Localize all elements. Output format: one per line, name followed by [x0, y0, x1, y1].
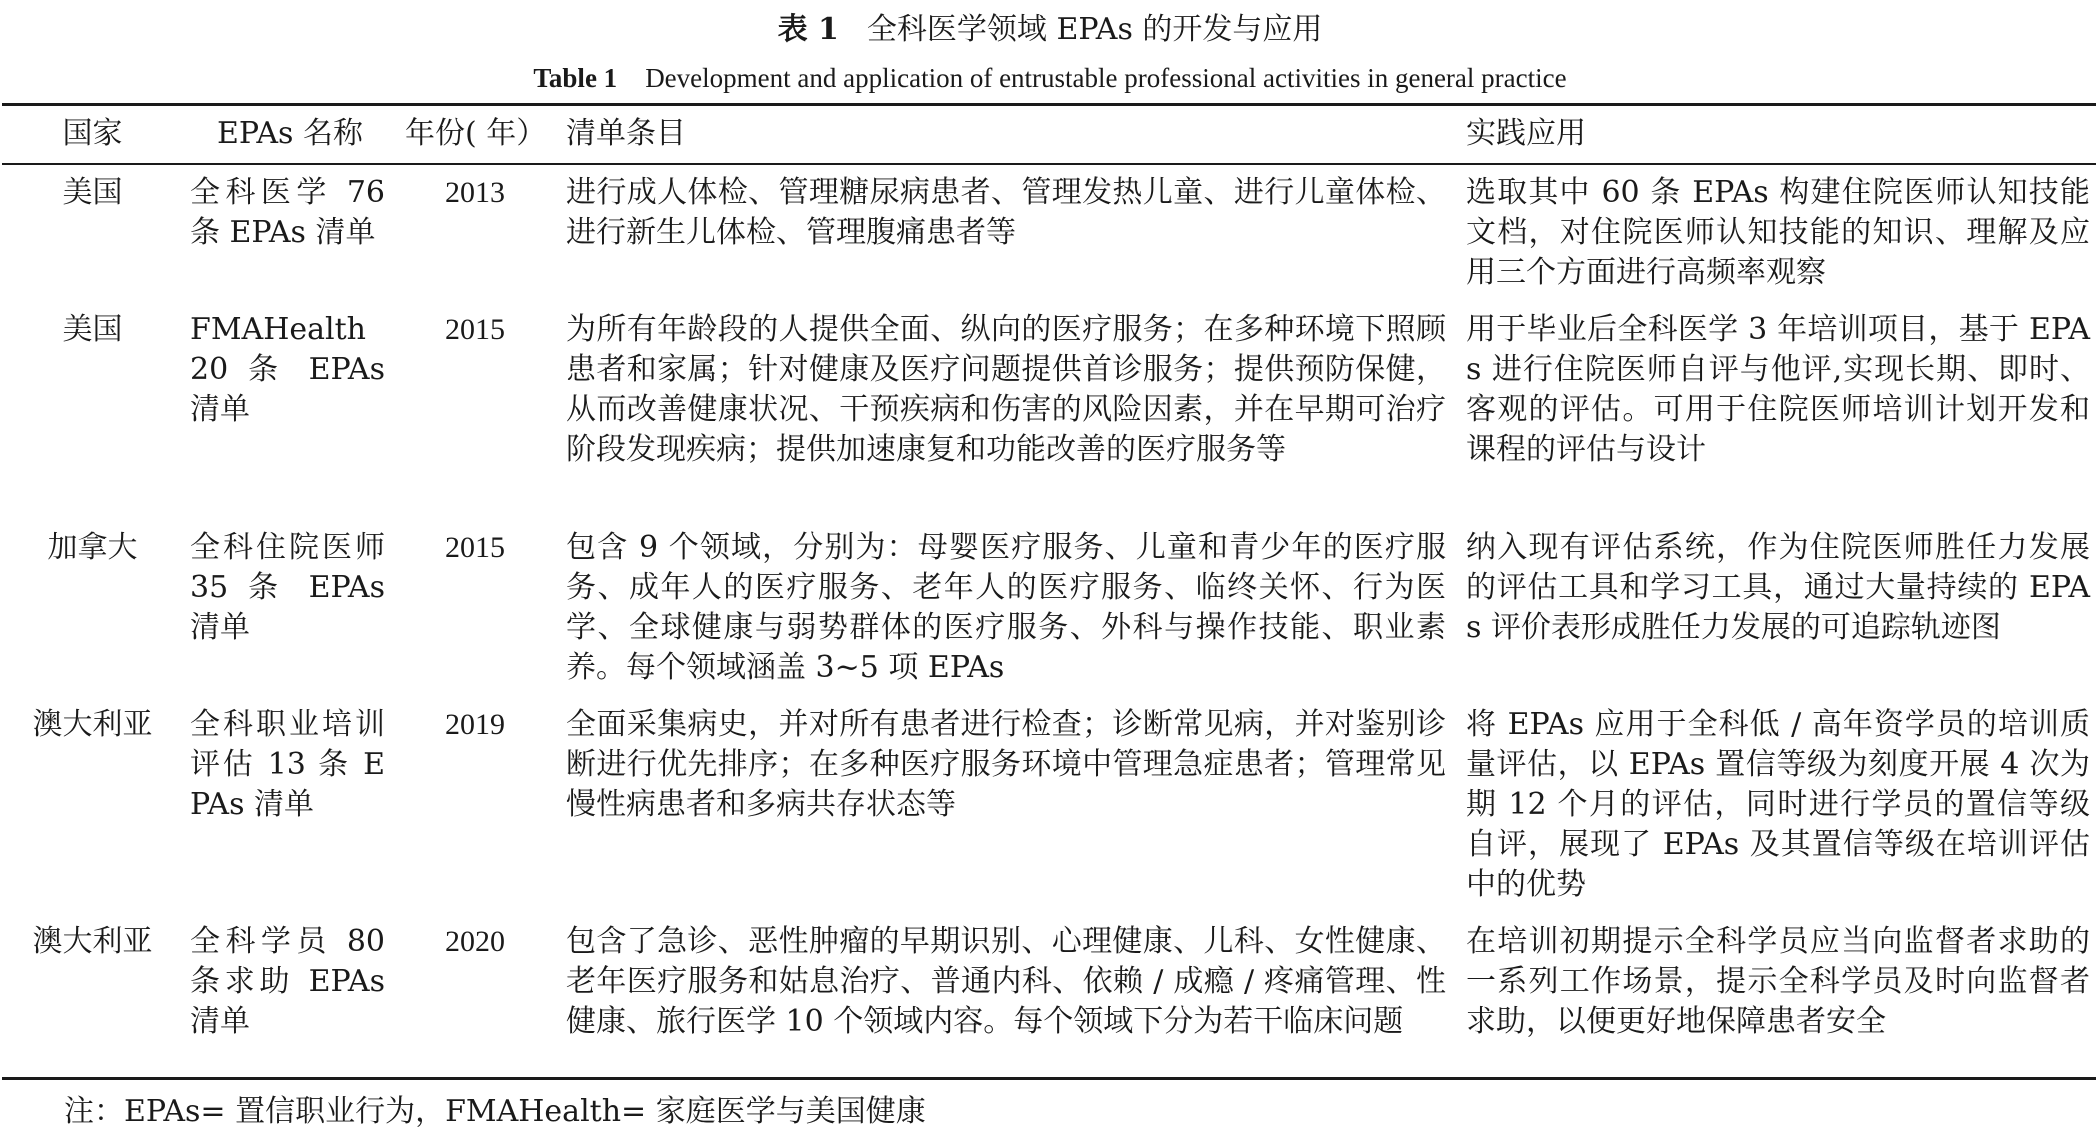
- cell-year: 2015: [445, 531, 505, 564]
- cell-country: 澳大利亚: [32, 707, 153, 742]
- table-caption-english: [0, 58, 2100, 98]
- cell-epas-name: 全科学员 80 条求助 EPAs 清单: [190, 924, 385, 1039]
- cell-country: 澳大利亚: [32, 924, 153, 959]
- cell-epas-name: 全科医学 76 条 EPAs 清单: [190, 175, 385, 250]
- header-rule: [2, 163, 2096, 165]
- cell-list-items: 全面采集病史，并对所有患者进行检查；诊断常见病，并对鉴别诊断进行优先排序；在多种医疗服务环境中管理急症患者；管理常见慢性病患者和多病共存状态等: [566, 707, 1446, 822]
- cell-year: 2015: [445, 313, 505, 346]
- cell-year: 2013: [445, 176, 505, 209]
- cell-country: 美国: [62, 175, 123, 210]
- cell-application: 纳入现有评估系统，作为住院医师胜任力发展的评估工具和学习工具，通过大量持续的 EPAs 评价表形成胜任力发展的可追踪轨迹图: [1466, 530, 2090, 645]
- cell-year: 2020: [445, 925, 505, 958]
- table-title-english: Development and application of entrustable professional activities in general practice: [645, 63, 1567, 93]
- table-footnote: 注：EPAs= 置信职业行为，FMAHealth= 家庭医学与美国健康: [64, 1094, 926, 1129]
- header-list-items: 清单条目: [566, 116, 686, 151]
- table-title-chinese: 全科医学领域 EPAs 的开发与应用: [866, 12, 1323, 47]
- cell-country: 美国: [62, 312, 123, 347]
- cell-year: 2019: [445, 708, 505, 741]
- header-country: 国家: [62, 116, 123, 151]
- table-caption-chinese: [0, 10, 2100, 50]
- cell-epas-name: 全科住院医师 35 条 EPAs 清单: [190, 530, 385, 645]
- cell-application: 在培训初期提示全科学员应当向监督者求助的一系列工作场景，提示全科学员及时向监督者求助，以便更好地保障患者安全: [1466, 924, 2090, 1039]
- cell-epas-name: FMAHealth 20 条 EPAs 清单: [190, 312, 385, 427]
- bottom-rule: [2, 1077, 2096, 1080]
- top-rule: [2, 103, 2096, 106]
- cell-epas-name: 全科职业培训评估 13 条 EPAs 清单: [190, 707, 385, 822]
- cell-country: 加拿大: [47, 530, 138, 565]
- cell-list-items: 包含了急诊、恶性肿瘤的早期识别、心理健康、儿科、女性健康、老年医疗服务和姑息治疗、普通内科、依赖 / 成瘾 / 疼痛管理、性健康、旅行医学 10 个领域内容。每个领域下分为若干临床问题: [566, 924, 1446, 1039]
- header-application: 实践应用: [1466, 116, 1586, 151]
- header-epas-name: EPAs 名称: [217, 116, 363, 151]
- cell-list-items: 进行成人体检、管理糖尿病患者、管理发热儿童、进行儿童体检、进行新生儿体检、管理腹痛患者等: [566, 175, 1446, 250]
- cell-application: 用于毕业后全科医学 3 年培训项目，基于 EPAs 进行住院医师自评与他评,实现长期、即时、客观的评估。可用于住院医师培训计划开发和课程的评估与设计: [1466, 312, 2090, 467]
- cell-application: 将 EPAs 应用于全科低 / 高年资学员的培训质量评估，以 EPAs 置信等级为刻度开展 4 次为期 12 个月的评估，同时进行学员的置信等级自评，展现了 EPAs 及其置信等级在培训评估中的优势: [1466, 707, 2090, 902]
- cell-list-items: 为所有年龄段的人提供全面、纵向的医疗服务；在多种环境下照顾患者和家属；针对健康及医疗问题提供首诊服务；提供预防保健，从而改善健康状况、干预疾病和伤害的风险因素，并在早期可治疗阶段发现疾病；提供加速康复和功能改善的医疗服务等: [566, 312, 1446, 467]
- table-number-english: Table 1: [533, 63, 618, 93]
- cell-list-items: 包含 9 个领域，分别为：母婴医疗服务、儿童和青少年的医疗服务、成年人的医疗服务、老年人的医疗服务、临终关怀、行为医学、全球健康与弱势群体的医疗服务、外科与操作技能、职业素养。每个领域涵盖 3~5 项 EPAs: [566, 530, 1446, 685]
- table-number-chinese: 表 1: [777, 12, 839, 47]
- header-year: 年份( 年）: [405, 116, 547, 151]
- cell-application: 选取其中 60 条 EPAs 构建住院医师认知技能文档，对住院医师认知技能的知识、理解及应用三个方面进行高频率观察: [1466, 175, 2090, 290]
